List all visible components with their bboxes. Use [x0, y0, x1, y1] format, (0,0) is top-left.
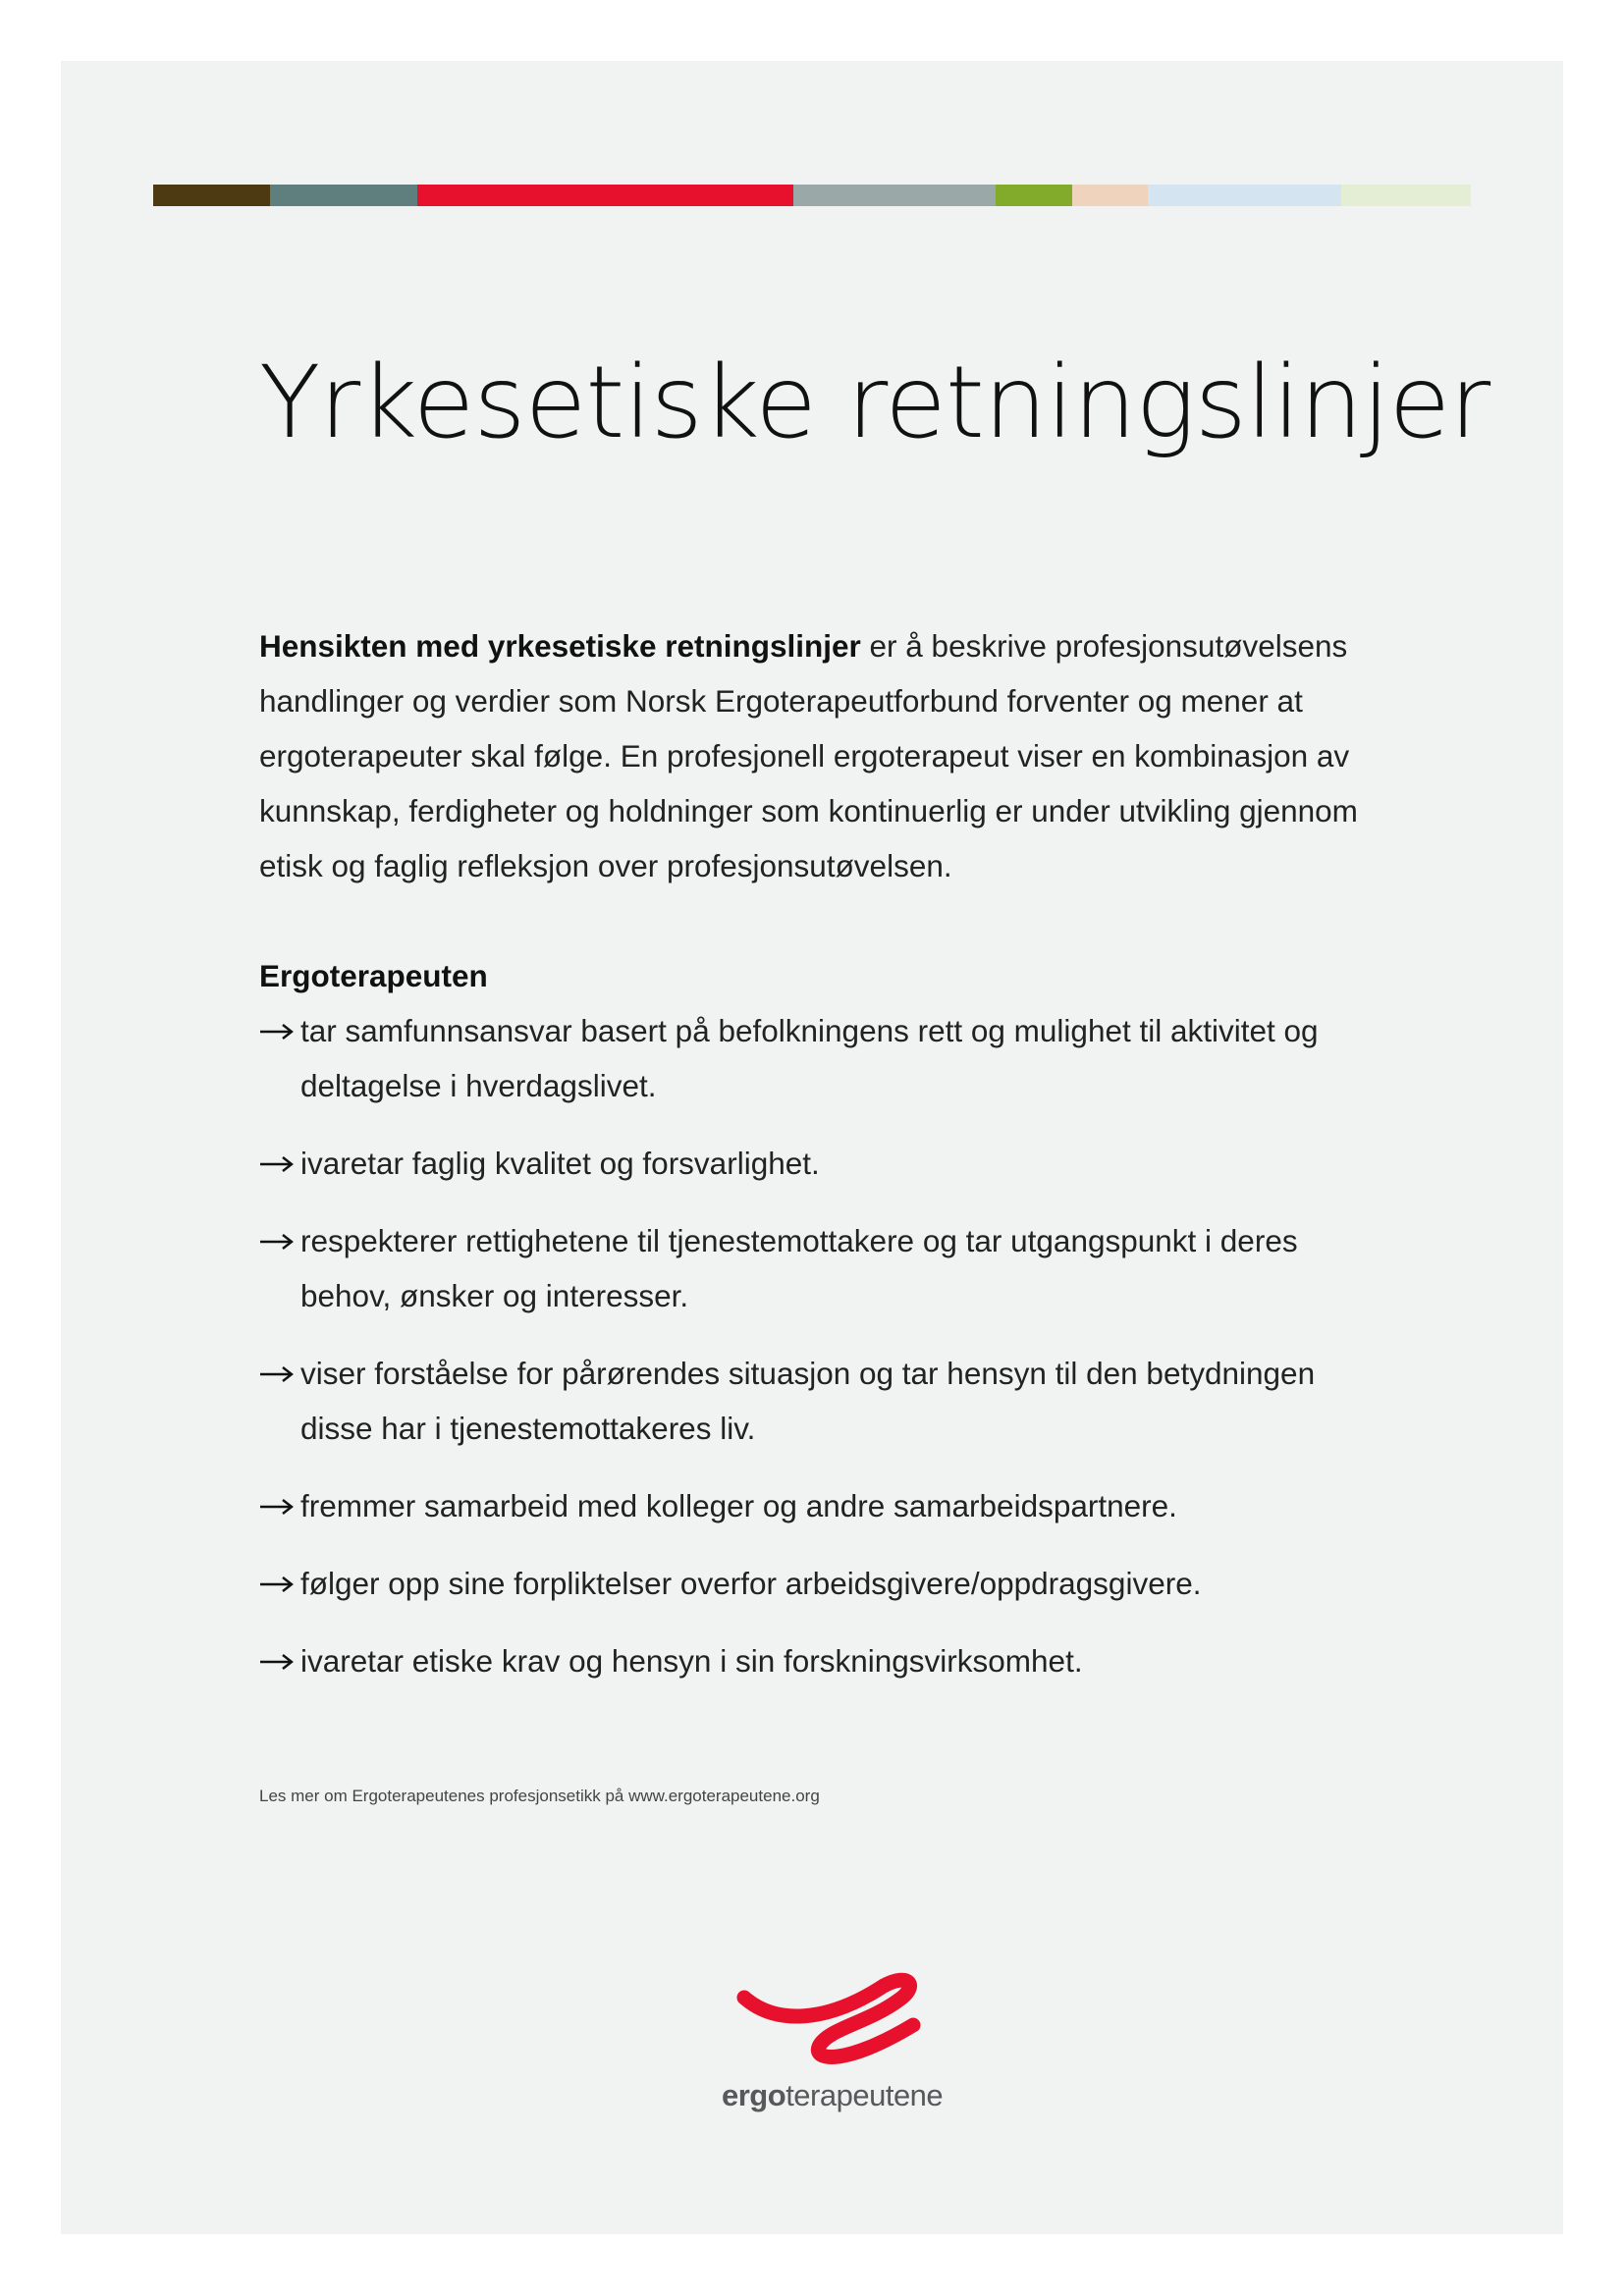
ergoterapeutene-logo [717, 1968, 943, 2125]
guideline-text: respekterer rettighetene til tjenestemottakere og tar utgangspunkt i deres behov, ønsker og interesser. [300, 1223, 1298, 1313]
guideline-item [259, 1633, 1388, 1688]
stripe-segment-brown [153, 185, 270, 206]
stripe-segment-light-blue [1148, 185, 1341, 206]
stripe-segment-grey [793, 185, 996, 206]
guideline-item [259, 1556, 1388, 1611]
guideline-text: viser forståelse for pårørendes situasjon og tar hensyn til den betydningen disse har i tjenestemottakeres liv. [300, 1356, 1316, 1446]
guideline-item [259, 1136, 1388, 1191]
script-e-logo-icon [736, 1968, 933, 2076]
logo-wordmark [722, 2078, 943, 2113]
stripe-segment-light-green [1341, 185, 1471, 206]
intro-paragraph [259, 618, 1388, 893]
stripe-segment-green [996, 185, 1072, 206]
color-stripe-bar [153, 185, 1471, 206]
guideline-list [259, 1003, 1388, 1711]
arrow-right-icon [259, 1556, 295, 1611]
page-title: Yrkesetiske retningslinjer [259, 345, 1490, 461]
stripe-segment-red [417, 185, 793, 206]
stripe-segment-teal [270, 185, 417, 206]
guideline-item [259, 1478, 1388, 1533]
logo-text-regular: terapeutene [785, 2078, 944, 2112]
guideline-text: tar samfunnsansvar basert på befolkningens rett og mulighet til aktivitet og deltagelse i hverdagslivet. [300, 1013, 1319, 1103]
guideline-text: ivaretar faglig kvalitet og forsvarlighet. [300, 1146, 820, 1181]
guideline-item [259, 1346, 1388, 1456]
intro-text: er å beskrive profesjonsutøvelsens handlinger og verdier som Norsk Ergoterapeutforbund forventer og mener at ergoterapeuter skal følge. En profesjonell ergoterapeut viser en kombinasjon av kunnskap, ferdigheter og holdninger som kontinuerlig er under utvikling gjennom etisk og faglig refleksjon over profesjonsutøvelsen. [259, 628, 1358, 883]
arrow-right-icon [259, 1346, 295, 1401]
stripe-segment-peach [1072, 185, 1148, 206]
arrow-right-icon [259, 1633, 295, 1688]
logo-text-bold: ergo [722, 2078, 786, 2112]
arrow-right-icon [259, 1136, 295, 1191]
footnote: Les mer om Ergoterapeutenes profesjonsetikk på www.ergoterapeutene.org [259, 1787, 820, 1805]
guideline-item [259, 1003, 1388, 1113]
arrow-right-icon [259, 1478, 295, 1533]
guideline-item [259, 1213, 1388, 1323]
arrow-right-icon [259, 1003, 295, 1058]
guideline-text: følger opp sine forpliktelser overfor arbeidsgivere/oppdragsgivere. [300, 1566, 1202, 1601]
arrow-right-icon [259, 1213, 295, 1268]
guideline-text: ivaretar etiske krav og hensyn i sin forskningsvirksomhet. [300, 1643, 1083, 1679]
section-heading: Ergoterapeuten [259, 958, 488, 993]
guideline-text: fremmer samarbeid med kolleger og andre samarbeidspartnere. [300, 1488, 1177, 1523]
intro-lead: Hensikten med yrkesetiske retningslinjer [259, 628, 861, 664]
